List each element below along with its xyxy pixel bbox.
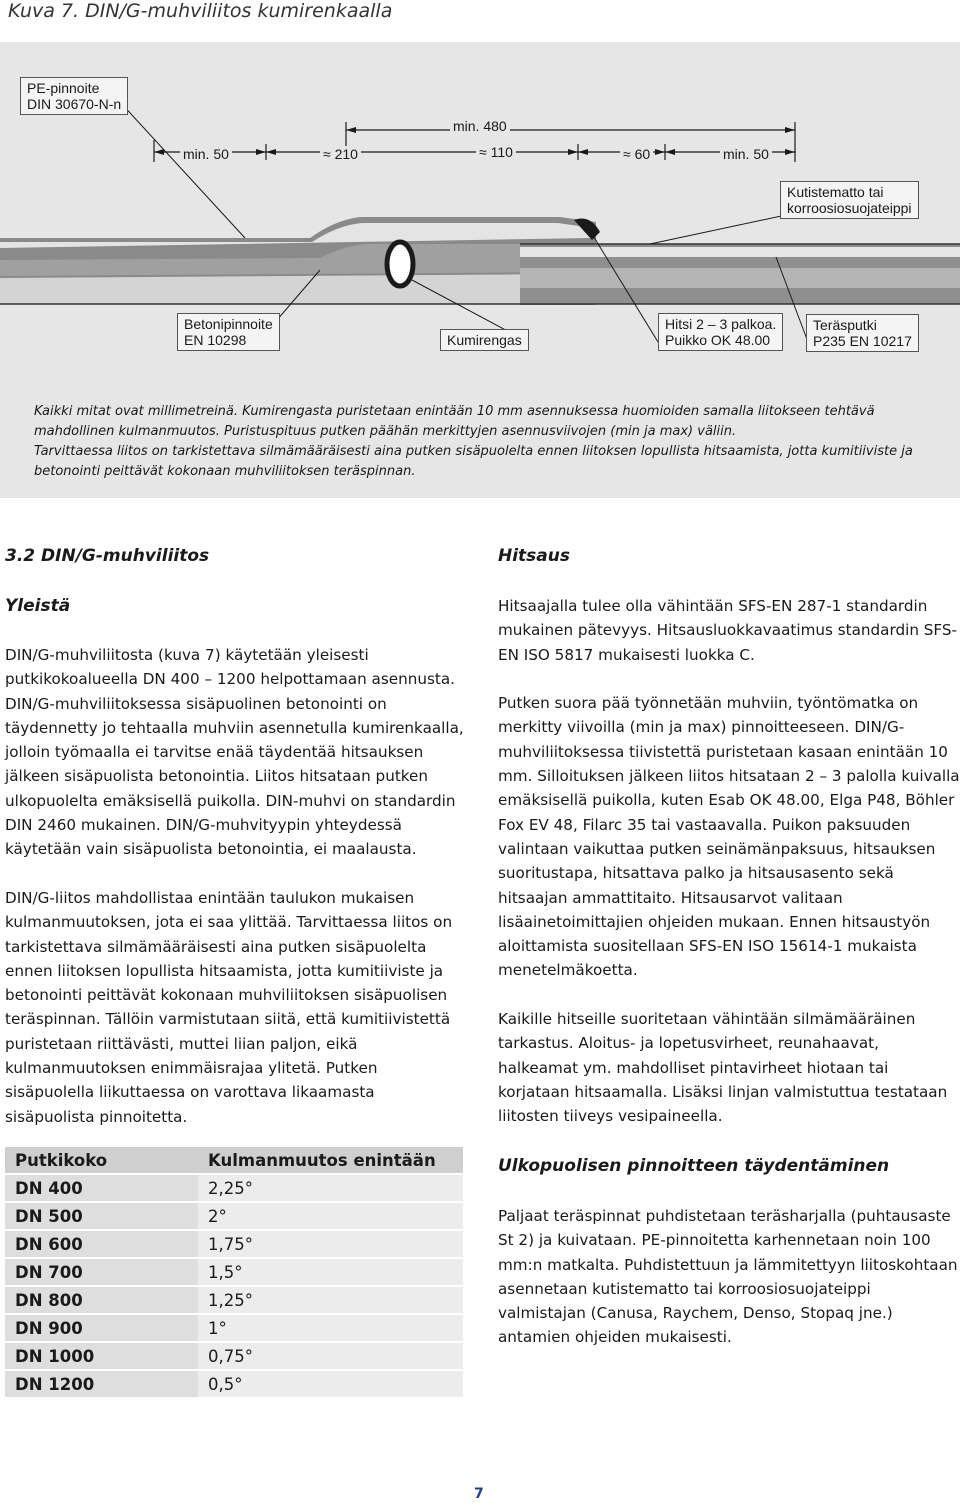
- table-cell-angle: 2°: [198, 1202, 463, 1230]
- figure-note-1: Kaikki mitat ovat millimetreinä. Kumirengasta puristetaan enintään 10 mm asennuksessa huomioiden samalla liitokseen tehtävä mahdollinen kulmanmuutos. Puristuspituus putken päähän merkittyjen asennusviivojen (min ja max) väliin.: [34, 404, 875, 439]
- right-column-text: [498, 594, 960, 1129]
- table-cell-size: DN 500: [5, 1202, 198, 1230]
- table-cell-angle: 0,5°: [198, 1370, 463, 1398]
- pipe-spigot: [520, 244, 960, 304]
- heading-coating: Ulkopuolisen pinnoitteen täydentäminen: [498, 1156, 890, 1176]
- steel-pipe-line-1: Teräsputki: [813, 317, 877, 333]
- table-row: [5, 1230, 463, 1258]
- right-paragraph-2: Putken suora pää työnnetään muhviin, työntömatka on merkitty viivoilla (min ja max) pinnoitteeseen. DIN/G-muhviliitoksessa tiivistettä puristetaan kasaan enintään 10 mm. Silloituksen jälkeen liitos hitsataan 2 – 3 palolla kuivalla emäksisellä puikolla, kuten Esab OK 48.00, Elga P48, Böhler Fox EV 48, Filarc 35 tai vastaavalla. Puikon paksuuden valintaan vaikuttaa putken seinämänpaksuus, hitsauksen suoritustapa, hitsattava palko ja hitsausasento sekä hitsaajan ammattitaito. Hitsausarvot valitaan lisäainetoimittajien ohjeiden mukaan. Ennen hitsaustyön aloittamista suositellaan SFS-EN ISO 15614-1 mukaista menetelmäkoetta.: [498, 694, 960, 980]
- table-row: [5, 1174, 463, 1202]
- dim-right: min. 50: [720, 146, 772, 162]
- table-header-row: [5, 1147, 463, 1174]
- dim-110: ≈ 110: [476, 144, 516, 160]
- table-cell-size: DN 800: [5, 1286, 198, 1314]
- left-paragraph-2: DIN/G-liitos mahdollistaa enintään taulukon mukaisen kulmanmuutoksen, jota ei saa ylittää. Tarvittaessa liitos on tarkistettava silmämääräisesti aina putken sisäpuolelta ennen liitoksen lopullista hitsaamista, jotta kumitiiviste ja betonointi peittävät kokonaan muhviliitoksen sisäpuolisen teräspinnan. Tällöin varmistutaan siitä, että kumitiivistettä puristetaan riittävästi, muttei liian paljon, eikä kulmanmuutoksen enimmäisrajaa ylitetä. Putken sisäpuolella liikuttaessa on varottava likaamasta sisäpuolista pinnoitetta.: [5, 888, 453, 1126]
- table-cell-size: DN 900: [5, 1314, 198, 1342]
- weld-label: [658, 313, 783, 351]
- table-cell-size: DN 400: [5, 1174, 198, 1202]
- shrink-wrap-line-1: Kutistematto tai: [787, 184, 884, 200]
- table-cell-angle: 1,25°: [198, 1286, 463, 1314]
- right-paragraph-4: Paljaat teräspinnat puhdistetaan teräsharjalla (puhtausaste St 2) ja kuivataan. PE-pinnoitetta karhennetaan noin 100 mm:n matkalta. Puhdistettuun ja lämmitettyyn liitoskohtaan asennetaan kutistematto tai korroosiosuojateippi valmistajan (Canusa, Raychem, Denso, Stopaq jne.) antamien ohjeiden mukaisesti.: [498, 1207, 958, 1347]
- figure-note: [34, 402, 934, 482]
- table-cell-angle: 1,5°: [198, 1258, 463, 1286]
- concrete-label: [177, 313, 280, 351]
- table-cell-size: DN 1200: [5, 1370, 198, 1398]
- figure-panel: [0, 42, 960, 498]
- weld-line-1: Hitsi 2 – 3 palkoa.: [665, 316, 777, 332]
- dim-total: min. 480: [450, 118, 510, 134]
- figure-caption: Kuva 7. DIN/G-muhviliitos kumirenkaalla: [8, 0, 393, 22]
- table-header-angle: Kulmanmuutos enintään: [198, 1147, 463, 1174]
- rubber-ring: [387, 242, 413, 286]
- left-paragraph-1: DIN/G-muhviliitosta (kuva 7) käytetään yleisesti putkikokoalueella DN 400 – 1200 helpottamaan asennusta. DIN/G-muhviliitoksessa sisäpuolinen betonointi on täydennetty jo tehtaalla muhviin asennetulla kumirenkaalla, jolloin työmaalla ei tarvitse enää täydentää hitsauksen jälkeen sisäpuolista betonointia. Liitos hitsataan putken ulkopuolelta emäksisellä puikolla. DIN-muhvi on standardin DIN 2460 mukainen. DIN/G-muhvityypin yhteydessä käytetään vain sisäpuolista betonointia, ei maalausta.: [5, 646, 464, 859]
- angle-change-table: [5, 1147, 463, 1399]
- table-cell-angle: 1,75°: [198, 1230, 463, 1258]
- table-cell-size: DN 1000: [5, 1342, 198, 1370]
- pe-coating-line-1: PE-pinnoite: [27, 80, 100, 96]
- table-cell-size: DN 600: [5, 1230, 198, 1258]
- table-cell-angle: 1°: [198, 1314, 463, 1342]
- weld-line-2: Puikko OK 48.00: [665, 332, 771, 348]
- dim-left: min. 50: [180, 146, 232, 162]
- table-row: [5, 1202, 463, 1230]
- right-column-text-2: [498, 1204, 960, 1350]
- left-column-text: [5, 643, 467, 1129]
- steel-pipe-label: [806, 314, 919, 352]
- concrete-line-1: Betonipinnoite: [184, 316, 273, 332]
- dim-60: ≈ 60: [620, 146, 653, 162]
- table-row: [5, 1314, 463, 1342]
- table-cell-angle: 2,25°: [198, 1174, 463, 1202]
- table-cell-size: DN 700: [5, 1258, 198, 1286]
- heading-welding: Hitsaus: [498, 546, 570, 566]
- steel-pipe-line-2: P235 EN 10217: [813, 333, 912, 349]
- concrete-line-2: EN 10298: [184, 332, 247, 348]
- right-paragraph-3: Kaikille hitseille suoritetaan vähintään silmämääräinen tarkastus. Aloitus- ja lopetusvirheet, reunahaavat, halkeamat ym. mahdolliset pintavirheet hiotaan tai korjataan hitsaamalla. Lisäksi linjan valmistuttua testataan liitosten tiiveys vesipaineella.: [498, 1010, 948, 1126]
- table-row: [5, 1286, 463, 1314]
- pe-coating-label: [20, 77, 128, 115]
- pipe-bell: [0, 217, 596, 304]
- right-paragraph-1: Hitsaajalla tulee olla vähintään SFS-EN 287-1 standardin mukainen pätevyys. Hitsausluokkavaatimus standardin SFS-EN ISO 5817 mukaisesti luokka C.: [498, 597, 957, 664]
- shrink-wrap-label: [780, 181, 919, 219]
- subheading-general: Yleistä: [5, 596, 71, 616]
- pe-coating-line-2: DIN 30670-N-n: [27, 96, 122, 112]
- table-row: [5, 1342, 463, 1370]
- table-cell-angle: 0,75°: [198, 1342, 463, 1370]
- table-row: [5, 1370, 463, 1398]
- rubber-ring-label: Kumirengas: [440, 329, 529, 351]
- table-header-size: Putkikoko: [5, 1147, 198, 1174]
- page-number: 7: [474, 1486, 484, 1502]
- dim-210: ≈ 210: [320, 146, 361, 162]
- figure-note-2: Tarvittaessa liitos on tarkistettava silmämääräisesti aina putken sisäpuolelta ennen liitoksen lopullista hitsaamista, jotta kumitiiviste ja betonointi peittävät kokonaan muhviliitoksen teräspinnan.: [34, 444, 913, 479]
- table-row: [5, 1258, 463, 1286]
- shrink-wrap-line-2: korroosiosuojateippi: [787, 200, 912, 216]
- section-title: 3.2 DIN/G-muhviliitos: [5, 546, 210, 566]
